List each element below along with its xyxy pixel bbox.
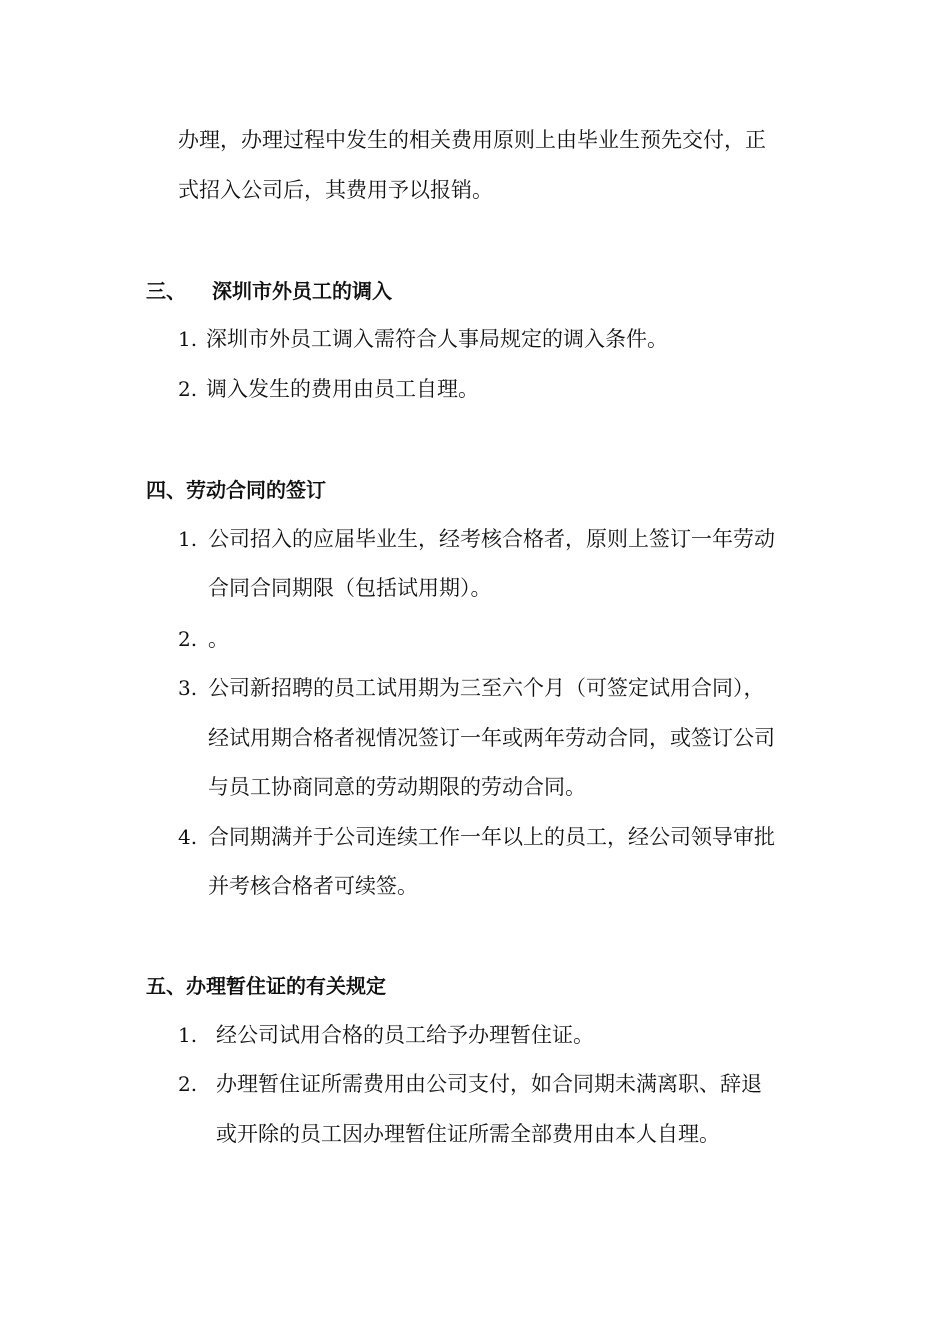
- section-4-item-3-number: 3.: [178, 676, 198, 700]
- section-4-item-3-line-2: 经试用期合格者视情况签订一年或两年劳动合同，或签订公司: [208, 726, 775, 750]
- section-4-title: 四、劳动合同的签订: [146, 478, 326, 502]
- section-4-item-1-line-1: 公司招入的应届毕业生，经考核合格者，原则上签订一年劳动: [208, 527, 775, 551]
- section-5-title: 五、办理暂住证的有关规定: [146, 974, 386, 998]
- intro-line-2: 式招入公司后，其费用予以报销。: [178, 178, 493, 202]
- section-4-item-4-number: 4.: [178, 825, 198, 849]
- section-4-item-3-line-3: 与员工协商同意的劳动期限的劳动合同。: [208, 775, 586, 799]
- section-3-item-1-number: 1.: [178, 327, 198, 351]
- section-4-item-4-line-2: 并考核合格者可续签。: [208, 874, 418, 898]
- section-5-item-1-text: 经公司试用合格的员工给予办理暂住证。: [216, 1023, 594, 1047]
- intro-line-1: 办理，办理过程中发生的相关费用原则上由毕业生预先交付，正: [178, 128, 766, 152]
- section-3-title: 深圳市外员工的调入: [212, 279, 392, 303]
- section-3-number: 三、: [146, 279, 186, 303]
- section-5-item-2-line-1: 办理暂住证所需费用由公司支付，如合同期未满离职、辞退: [216, 1072, 762, 1096]
- section-3-item-2-text: 调入发生的费用由员工自理。: [206, 377, 479, 401]
- section-4-item-4-line-1: 合同期满并于公司连续工作一年以上的员工，经公司领导审批: [208, 825, 775, 849]
- section-4-item-2-text: 。: [208, 627, 229, 651]
- section-5-item-1-number: 1.: [178, 1023, 198, 1047]
- section-4-item-3-line-1: 公司新招聘的员工试用期为三至六个月（可签定试用合同），: [208, 676, 765, 700]
- section-3-item-1-text: 深圳市外员工调入需符合人事局规定的调入条件。: [206, 327, 668, 351]
- section-5-item-2-line-2: 或开除的员工因办理暂住证所需全部费用由本人自理。: [216, 1122, 720, 1146]
- section-5-item-2-number: 2.: [178, 1072, 198, 1096]
- section-4-item-1-number: 1.: [178, 527, 198, 551]
- section-3-item-2-number: 2.: [178, 377, 198, 401]
- section-4-item-2-number: 2.: [178, 627, 198, 651]
- section-4-item-1-line-2: 合同合同期限（包括试用期）。: [208, 576, 492, 600]
